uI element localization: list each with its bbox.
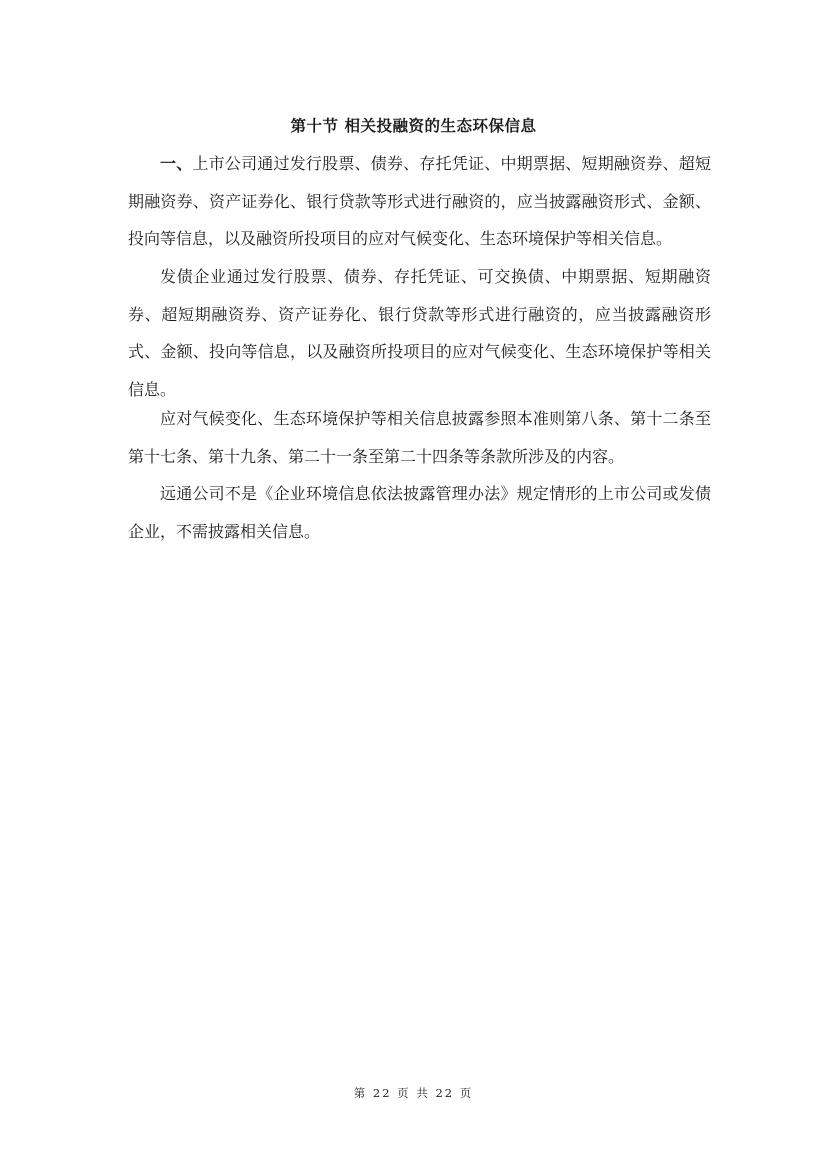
paragraph-1 — [128, 145, 711, 258]
paragraph-4-text: 远通公司不是《企业环境信息依法披露管理办法》规定情形的上市公司或发债企业，不需披露相关信息。 — [128, 484, 711, 541]
paragraph-2 — [128, 258, 711, 408]
section-title: 第十节 相关投融资的生态环保信息 — [290, 117, 537, 135]
paragraph-4 — [128, 475, 711, 550]
paragraph-1-lead: 一、 — [160, 154, 193, 173]
page-number-footer: 第 22 页 共 22 页 — [353, 1086, 474, 1100]
paragraph-3 — [128, 400, 711, 475]
paragraph-1-text: 上市公司通过发行股票、债券、存托凭证、中期票据、短期融资券、超短期融资券、资产证券化、银行贷款等形式进行融资的，应当披露融资形式、金额、投向等信息，以及融资所投项目的应对气候变化、生态环境保护等相关信息。 — [128, 154, 711, 248]
paragraph-2-text: 发债企业通过发行股票、债券、存托凭证、可交换债、中期票据、短期融资券、超短期融资券、资产证券化、银行贷款等形式进行融资的，应当披露融资形式、金额、投向等信息，以及融资所投项目的应对气候变化、生态环境保护等相关信息。 — [128, 267, 711, 399]
paragraph-3-text: 应对气候变化、生态环境保护等相关信息披露参照本准则第八条、第十二条至第十七条、第十九条、第二十一条至第二十四条等条款所涉及的内容。 — [128, 409, 711, 466]
